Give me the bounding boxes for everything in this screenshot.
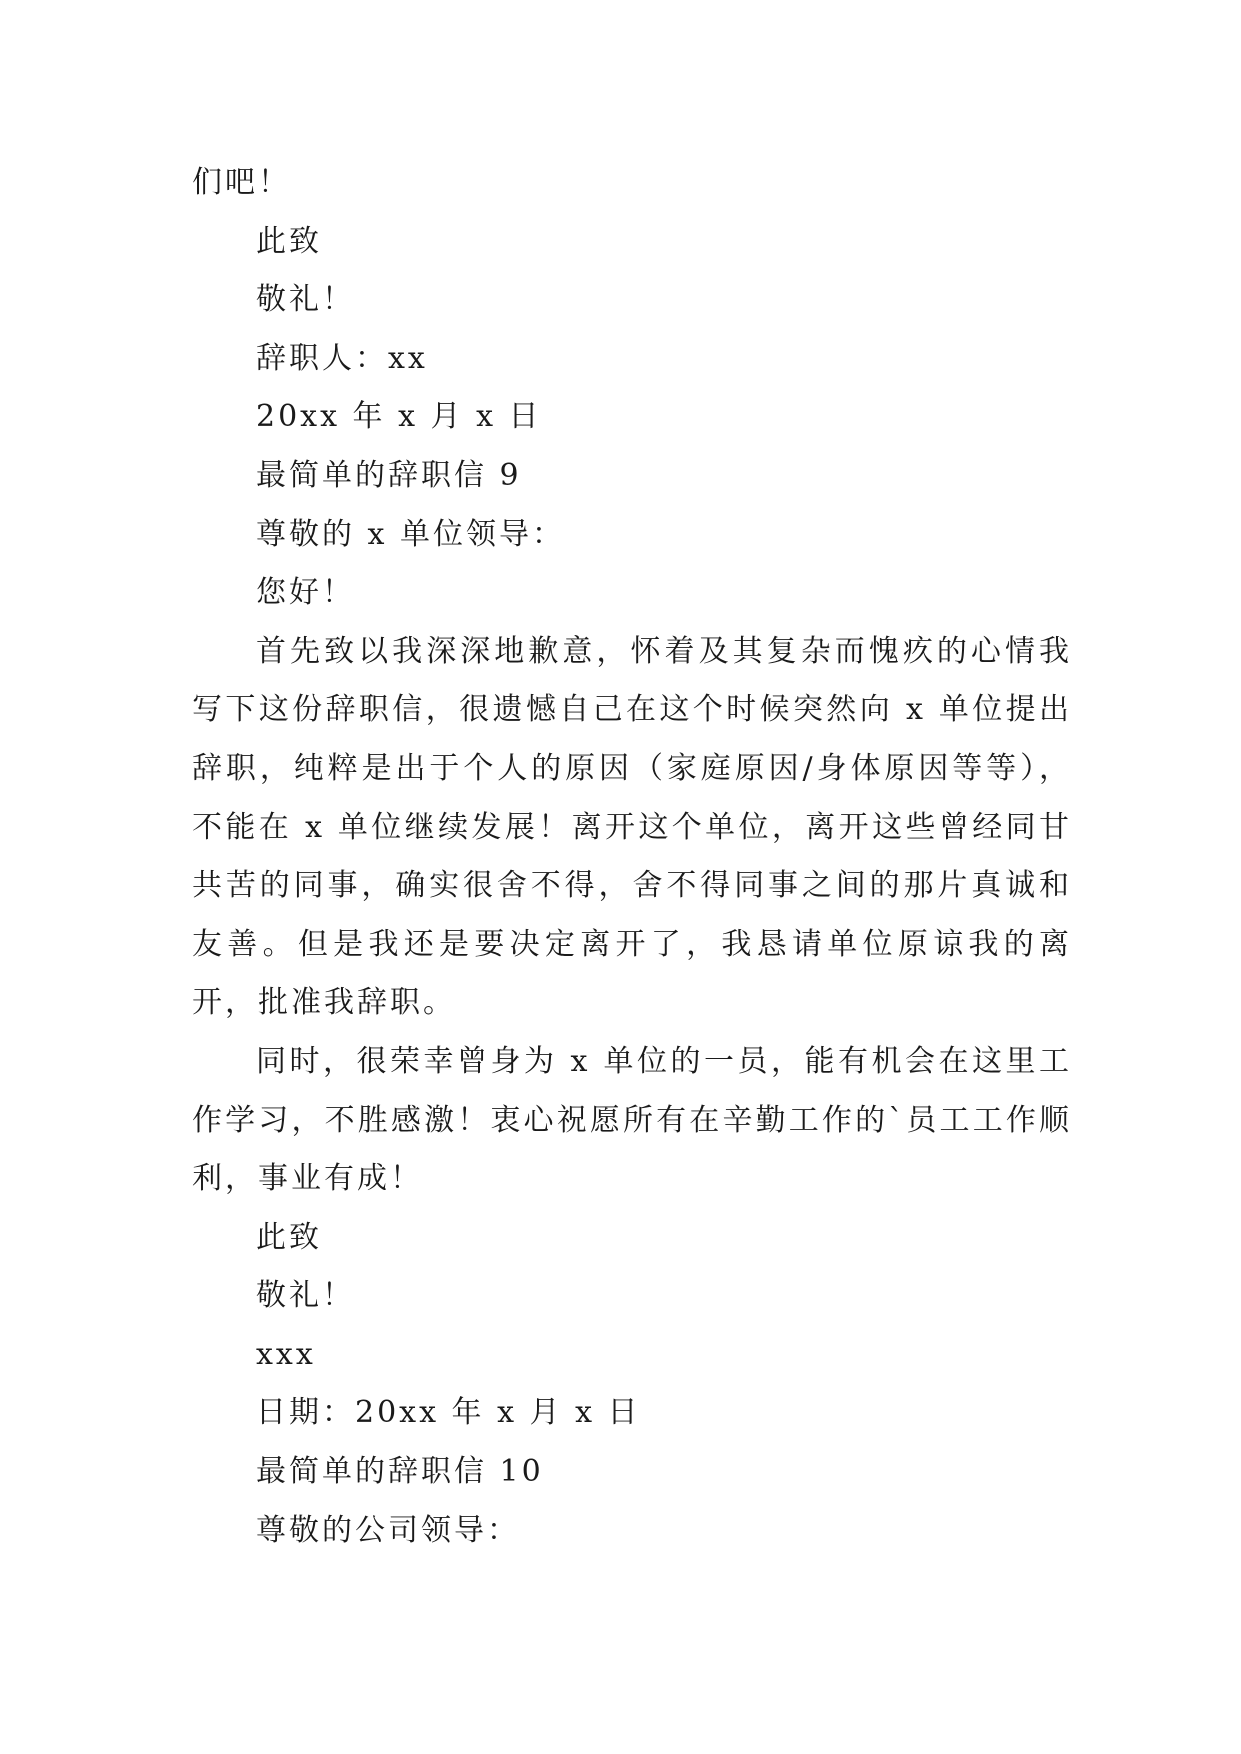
regards: 敬礼！ (256, 1278, 355, 1314)
body-paragraph: 同时，很荣幸曾身为 x 单位的一员，能有机会在这里工作学习，不胜感激！衷心祝愿所有在辛勤工作的`员工工作顺利，事业有成！ (192, 1043, 1072, 1197)
salutation-closing: 此致 (256, 223, 322, 259)
letter-body (192, 154, 1072, 1560)
regards: 敬礼！ (256, 282, 355, 318)
body-paragraph: 首先致以我深深地歉意，怀着及其复杂而愧疚的心情我写下这份辞职信，很遗憾自己在这个时候突然向 x 单位提出辞职，纯粹是出于个人的原因（家庭原因/身体原因等等），不能在 x 单位继续发展！离开这个单位，离开这些曾经同甘共苦的同事，确实很舍不得，舍不得同事之间的那片真诚和友善。但是我还是要决定离开了，我恳请单位原谅我的离开，批准我辞职。 (192, 633, 1072, 1021)
closing-fragment: 们吧！ (192, 165, 291, 200)
hello-line: 您好！ (256, 575, 355, 611)
resigner-signature: 辞职人：xx (256, 340, 428, 376)
letter-date: 20xx 年 x 月 x 日 (256, 399, 542, 435)
letter-heading: 最简单的辞职信 9 (256, 457, 522, 493)
salutation-closing: 此致 (256, 1219, 322, 1255)
signature-name: xxx (256, 1336, 316, 1372)
recipient-greeting: 尊敬的 x 单位领导： (256, 516, 565, 552)
letter-heading: 最简单的辞职信 10 (256, 1454, 544, 1490)
letter-date: 日期：20xx 年 x 月 x 日 (256, 1395, 641, 1431)
recipient-greeting: 尊敬的公司领导： (256, 1512, 520, 1548)
